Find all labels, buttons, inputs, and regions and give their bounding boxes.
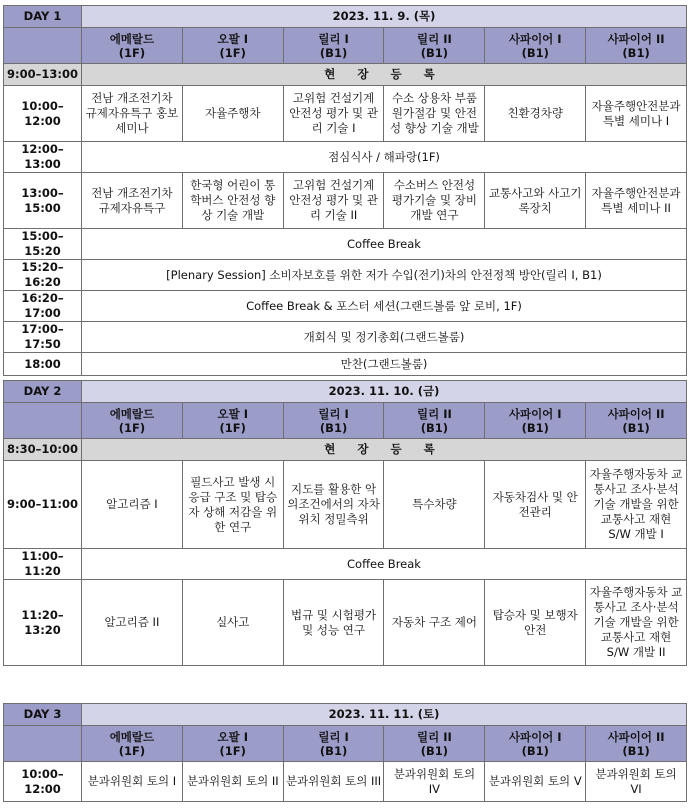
span-row [4, 322, 687, 353]
session-row [4, 762, 687, 802]
session-cell: 법규 및 시험평가 및 성능 연구 [283, 580, 384, 666]
room-header-lily-1: 릴리 I (B1) [283, 28, 384, 64]
session-row [4, 461, 687, 549]
session-cell: 분과위원회 토의 V [485, 762, 586, 802]
span-row [4, 291, 687, 322]
session-cell: 수소버스 안전성 평가기술 및 장비개발 연구 [384, 173, 485, 229]
session-cell: 자율주행자동차 교통사고 조사·분석 기술 개발을 위한 교통사고 재현 S/W 개발 II [586, 580, 687, 666]
day-header-row [4, 381, 687, 403]
room-header-emerald: 에메랄드 (1F) [82, 726, 183, 762]
session-cell: 고위험 건설기계 안전성 평가 및 관리 기술 II [283, 173, 384, 229]
room-header-opal-1: 오팔 I (1F) [182, 403, 283, 439]
session-cell: 분과위원회 토의 IV [384, 762, 485, 802]
room-header-lily-2: 릴리 II (B1) [384, 28, 485, 64]
span-cell: 개회식 및 정기총회(그랜드볼룸) [82, 322, 687, 353]
time-cell: 17:00–17:50 [4, 322, 82, 353]
session-cell: 특수차량 [384, 461, 485, 549]
session-cell: 분과위원회 토의 II [182, 762, 283, 802]
time-cell: 16:20–17:00 [4, 291, 82, 322]
room-header-row [4, 28, 687, 64]
session-cell: 교통사고와 사고기록장치 [485, 173, 586, 229]
day-date: 2023. 11. 9. (목) [82, 6, 687, 28]
room-header-sapphire-1: 사파이어 I (B1) [485, 726, 586, 762]
session-row [4, 173, 687, 229]
day3-schedule-table [3, 703, 687, 802]
session-cell: 전남 개조전기차 규제자유특구 홍보 세미나 [82, 86, 183, 142]
span-cell: Coffee Break & 포스터 세션(그랜드볼룸 앞 로비, 1F) [82, 291, 687, 322]
time-cell: 11:20–13:20 [4, 580, 82, 666]
room-header-sapphire-2: 사파이어 II (B1) [586, 403, 687, 439]
span-cell: [Plenary Session] 소비자보호를 위한 저가 수입(전기)차의 안전정책 방안(릴리 I, B1) [82, 260, 687, 291]
session-row [4, 580, 687, 666]
room-header-emerald: 에메랄드 (1F) [82, 28, 183, 64]
session-cell: 한국형 어린이 통학버스 안전성 향상 기술 개발 [182, 173, 283, 229]
session-cell: 전남 개조전기차 규제자유특구 [82, 173, 183, 229]
session-cell: 자율주행차 [182, 86, 283, 142]
span-row [4, 229, 687, 260]
time-cell: 15:20–16:20 [4, 260, 82, 291]
session-cell: 분과위원회 토의 III [283, 762, 384, 802]
time-cell: 15:00–15:20 [4, 229, 82, 260]
room-header-row [4, 726, 687, 762]
day-label: DAY 2 [4, 381, 82, 403]
day-label: DAY 1 [4, 6, 82, 28]
day2-schedule-table [3, 380, 687, 666]
session-cell: 친환경차량 [485, 86, 586, 142]
span-row [4, 260, 687, 291]
span-cell: 만찬(그랜드볼룸) [82, 353, 687, 376]
day-label: DAY 3 [4, 704, 82, 726]
session-cell: 실사고 [182, 580, 283, 666]
day1-schedule-table [3, 5, 687, 376]
time-cell: 10:00–12:00 [4, 86, 82, 142]
span-cell: Coffee Break [82, 549, 687, 580]
session-cell: 알고리즘 I [82, 461, 183, 549]
session-cell: 알고리즘 II [82, 580, 183, 666]
span-row [4, 142, 687, 173]
room-header-corner [4, 28, 82, 64]
session-cell: 분과위원회 토의 VI [586, 762, 687, 802]
room-header-sapphire-2: 사파이어 II (B1) [586, 726, 687, 762]
room-header-sapphire-1: 사파이어 I (B1) [485, 403, 586, 439]
session-cell: 고위험 건설기계 안전성 평가 및 관리 기술 I [283, 86, 384, 142]
registration-cell: 현 장 등 록 [82, 64, 687, 86]
session-cell: 탑승자 및 보행자 안전 [485, 580, 586, 666]
session-cell: 자동차 구조 제어 [384, 580, 485, 666]
room-header-lily-1: 릴리 I (B1) [283, 726, 384, 762]
span-cell: 점심식사 / 해파랑(1F) [82, 142, 687, 173]
room-header-lily-2: 릴리 II (B1) [384, 726, 485, 762]
registration-row [4, 439, 687, 461]
room-header-opal-1: 오팔 I (1F) [182, 28, 283, 64]
session-cell: 자율주행안전분과 특별 세미나 II [586, 173, 687, 229]
room-header-lily-2: 릴리 II (B1) [384, 403, 485, 439]
session-cell: 필드사고 발생 시 응급 구조 및 탑승자 상해 저감을 위한 연구 [182, 461, 283, 549]
session-row [4, 86, 687, 142]
session-cell: 자동차검사 및 안전관리 [485, 461, 586, 549]
time-cell: 9:00–11:00 [4, 461, 82, 549]
room-header-sapphire-1: 사파이어 I (B1) [485, 28, 586, 64]
room-header-sapphire-2: 사파이어 II (B1) [586, 28, 687, 64]
room-header-corner [4, 726, 82, 762]
time-cell: 11:00–11:20 [4, 549, 82, 580]
registration-cell: 현 장 등 록 [82, 439, 687, 461]
day-header-row [4, 6, 687, 28]
span-row [4, 549, 687, 580]
time-cell: 10:00–12:00 [4, 762, 82, 802]
room-header-row [4, 403, 687, 439]
span-row [4, 353, 687, 376]
registration-row [4, 64, 687, 86]
span-cell: Coffee Break [82, 229, 687, 260]
time-cell: 8:30–10:00 [4, 439, 82, 461]
day-header-row [4, 704, 687, 726]
time-cell: 13:00–15:00 [4, 173, 82, 229]
session-cell: 자율주행안전분과 특별 세미나 I [586, 86, 687, 142]
room-header-emerald: 에메랄드 (1F) [82, 403, 183, 439]
session-cell: 분과위원회 토의 I [82, 762, 183, 802]
room-header-corner [4, 403, 82, 439]
room-header-opal-1: 오팔 I (1F) [182, 726, 283, 762]
session-cell: 지도를 활용한 악의조건에서의 자차위치 정밀측위 [283, 461, 384, 549]
session-cell: 자율주행자동차 교통사고 조사·분석 기술 개발을 위한 교통사고 재현 S/W 개발 I [586, 461, 687, 549]
time-cell: 12:00–13:00 [4, 142, 82, 173]
time-cell: 9:00–13:00 [4, 64, 82, 86]
session-cell: 수소 상용차 부품 원가절감 및 안전성 향상 기술 개발 [384, 86, 485, 142]
day-date: 2023. 11. 10. (금) [82, 381, 687, 403]
room-header-lily-1: 릴리 I (B1) [283, 403, 384, 439]
time-cell: 18:00 [4, 353, 82, 376]
day-date: 2023. 11. 11. (토) [82, 704, 687, 726]
